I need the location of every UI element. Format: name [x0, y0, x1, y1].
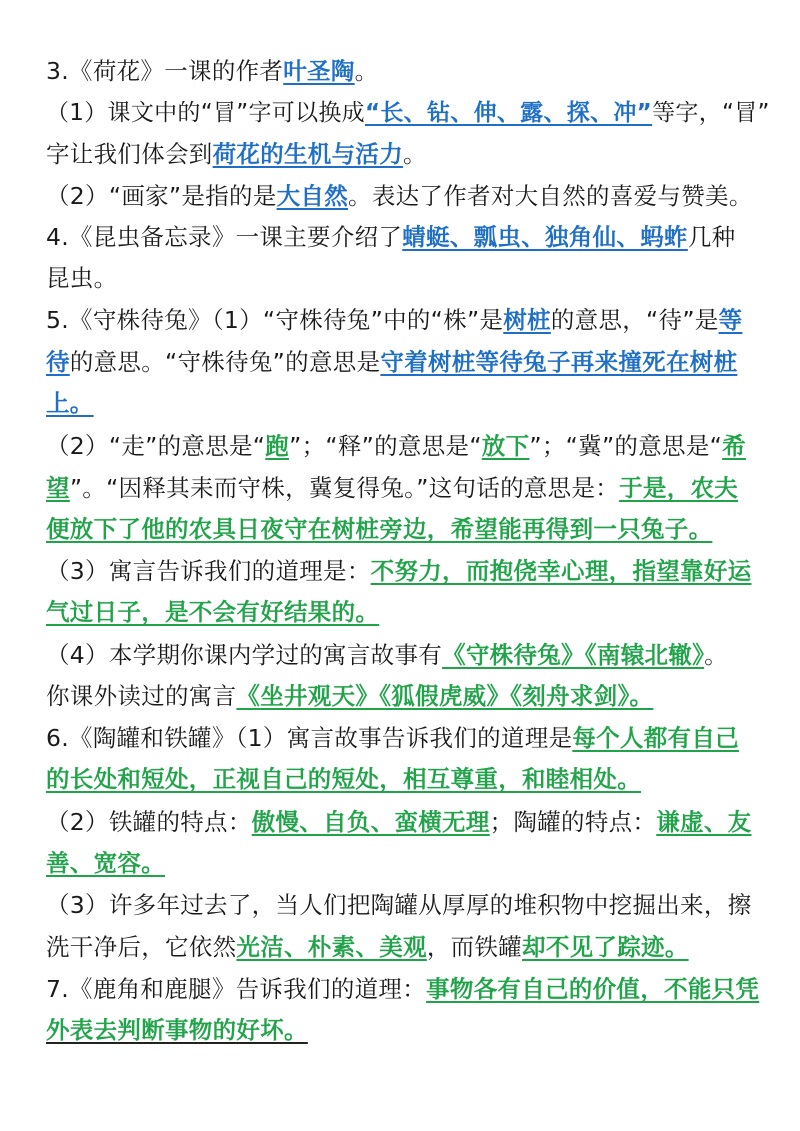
text: 。表达了作者对大自然的喜爱与赞美。	[348, 182, 753, 210]
answer-blank: 跑	[265, 432, 290, 460]
text: （2）“画家”是指的是	[46, 182, 277, 210]
text: 你课外读过的寓言	[46, 682, 237, 710]
answer-blank: 等	[718, 306, 743, 334]
s5-line2	[46, 347, 760, 377]
s3-q2-line	[46, 181, 760, 211]
answer-blank: 荷花的生机与活力	[212, 140, 404, 168]
text: ”。“因释其耒而守株，冀复得兔。”这句话的意思是：	[69, 474, 620, 502]
text: 的意思。“守株待兔”的意思是	[69, 348, 381, 376]
s6-line2	[46, 764, 760, 794]
s5-line1	[46, 305, 760, 335]
s4-line1	[46, 222, 760, 252]
text: （3）寓言告诉我们的道理是：	[46, 557, 371, 585]
text: 。	[354, 57, 379, 85]
text: （4）本学期你课内学过的寓言故事有	[46, 641, 443, 669]
text: （2）“走”的意思是“	[46, 432, 266, 460]
s5-q2-line3	[46, 514, 760, 544]
text: （3）许多年过去了，当人们把陶罐从厚厚的堆积物中挖掘出来，擦	[46, 891, 752, 919]
answer-blank: “长、钻、伸、露、探、冲”	[364, 100, 653, 126]
text: 的意思，“待”是	[550, 306, 719, 334]
text: 6.《陶罐和铁罐》（1）寓言故事告诉我们的道理是	[46, 724, 573, 752]
text: 。	[403, 140, 427, 168]
text: 字让我们体会到	[46, 140, 213, 168]
answer-blank: 放下	[481, 432, 530, 460]
answer-blank: 不努力，而抱侥幸心理，指望靠好运	[370, 557, 752, 585]
answer-blank: 事物各有自己的价值，不能只凭	[426, 975, 760, 1003]
answer-blank: 树桩	[503, 306, 551, 334]
text: ”；“释”的意思是“	[289, 432, 482, 460]
text: （2）铁罐的特点：	[46, 808, 252, 836]
s7-line2	[46, 1015, 760, 1045]
s5-q2-line1	[46, 431, 760, 461]
answer-blank: 待	[46, 348, 70, 376]
s6-q3-line1	[46, 890, 760, 920]
answer-blank: 守着树桩等待兔子再来撞死在树桩	[380, 348, 738, 376]
s6-q2-line2	[46, 848, 760, 878]
answer-blank: 善、宽容。	[46, 849, 165, 877]
s3-q1-line1	[46, 98, 770, 128]
answer-blank: 光洁、朴素、美观	[236, 933, 427, 961]
s6-q2-line1	[46, 807, 760, 837]
text: ，而铁罐	[426, 933, 523, 961]
s6-line1	[46, 723, 760, 753]
answer-blank: 傲慢、自负、蛮横无理	[251, 808, 490, 836]
answer-blank: 便放下了他的农具日夜守在树桩旁边，希望能再得到一只兔子。	[46, 515, 713, 543]
text: 。	[704, 641, 728, 669]
answer-blank: 希	[722, 432, 746, 460]
answer-blank: 谦虚、友	[656, 808, 752, 836]
text: 昆虫。	[46, 264, 118, 292]
answer-blank: 望	[46, 474, 70, 502]
s3-q1-line2	[46, 139, 760, 169]
s5-q2-line2	[46, 473, 760, 503]
answer-blank: 每个人都有自己	[572, 724, 739, 752]
answer-blank: 上。	[46, 389, 94, 417]
text: 7.《鹿角和鹿腿》告诉我们的道理：	[46, 975, 427, 1003]
answer-blank: 于是，农夫	[619, 474, 739, 502]
answer-blank: 的长处和短处，正视自己的短处，相互尊重，和睦相处。	[46, 765, 641, 793]
s3-title-line	[46, 56, 760, 86]
text: ；陶罐的特点：	[489, 808, 657, 836]
answer-blank: 却不见了踪迹。	[522, 933, 689, 961]
answer-blank: 《守株待兔》《南辕北辙》	[442, 641, 705, 669]
answer-blank: 《坐井观天》《狐假虎威》《刻舟求剑》。	[236, 682, 654, 710]
text: ”；“冀”的意思是“	[529, 432, 723, 460]
answer-blank: 气过日子，是不会有好结果的。	[46, 598, 380, 626]
s5-q3-line2	[46, 597, 760, 627]
s6-q3-line2	[46, 932, 760, 962]
answer-blank: 外表去判断事物的好坏。	[46, 1016, 308, 1044]
text: 4.《昆虫备忘录》一课主要介绍了	[46, 223, 403, 251]
text: 洗干净后，它依然	[46, 933, 237, 961]
answer-blank: 叶圣陶	[283, 57, 355, 85]
s5-line3	[46, 388, 760, 418]
answer-blank: 蜻蜓、瓢虫、独角仙、蚂蚱	[402, 223, 688, 251]
text: 几种	[687, 223, 736, 251]
s7-line1	[46, 974, 760, 1004]
s5-q4-line1	[46, 640, 760, 670]
text: 等字，“冒”	[652, 100, 770, 126]
answer-blank: 大自然	[276, 182, 349, 210]
s5-q4-line2	[46, 681, 760, 711]
text: 5.《守株待兔》（1）“守株待兔”中的“株”是	[46, 306, 504, 334]
s5-q3-line1	[46, 556, 760, 586]
s4-line2	[46, 263, 760, 293]
text: （1）课文中的“冒”字可以换成	[46, 100, 365, 126]
text: 3.《荷花》一课的作者	[46, 57, 284, 85]
